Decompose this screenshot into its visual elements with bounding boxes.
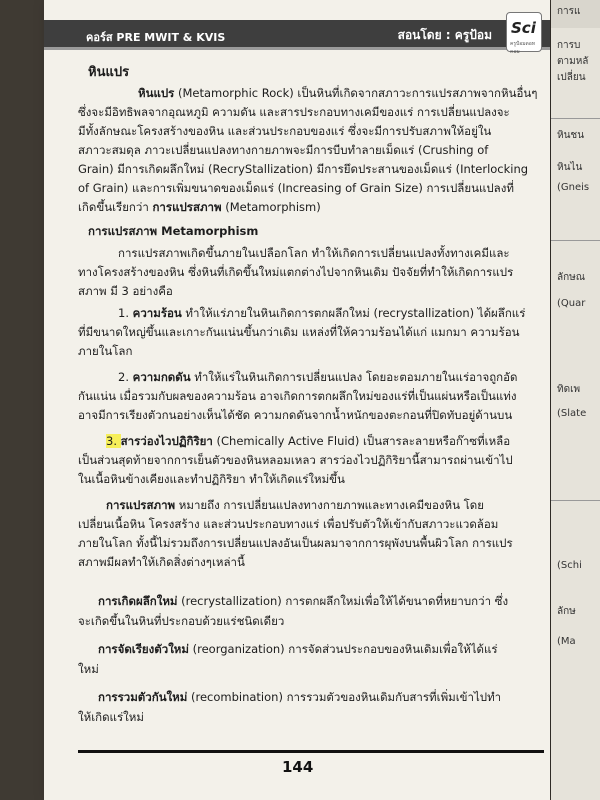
factor-number: 3.	[106, 434, 121, 448]
line-text: (Chemically Active Fluid) เป็นสารละลายหรือก๊าซที่เหลือ	[212, 434, 511, 448]
paragraph-line: ใหม่	[78, 662, 99, 676]
factor-number: 1.	[118, 306, 133, 320]
course-title: คอร์ส PRE MWIT & KVIS	[86, 31, 226, 44]
adjacent-rule	[551, 118, 600, 119]
footer-rule	[78, 750, 544, 753]
factor-term: สารว่องไวปฏิกิริยา	[120, 434, 213, 448]
effect-term: การรวมตัวกันใหม่	[98, 690, 188, 704]
paragraph-line: ที่มีขนาดใหญ่ขึ้นและเกาะกันแน่นขึ้นกว่าเดิม แหล่งที่ให้ความร้อนได้แก่ แมกมา ความร้อน	[78, 325, 520, 339]
page-number: 144	[282, 758, 314, 776]
adjacent-page-edge	[551, 0, 600, 800]
line-text: (recrystallization) การตกผลึกใหม่เพื่อให้ได้ขนาดที่หยาบกว่า ซึ่ง	[177, 594, 509, 608]
adjacent-text: (Slate	[557, 408, 587, 419]
adjacent-rule	[551, 500, 600, 501]
section-heading: การแปรสภาพ Metamorphism	[88, 224, 259, 238]
adjacent-rule	[551, 240, 600, 241]
teacher-name: สอนโดย : ครูป้อม	[397, 28, 492, 42]
paragraph-line: ภายในโลก ทั้งนี้ไม่รวมถึงการเปลี่ยนแปลงอันเป็นผลมาจากการผุพังบนพื้นผิวโลก การแปร	[78, 536, 513, 550]
line-text: (Metamorphic Rock) เป็นหินที่เกิดจากสภาวะการแปรสภาพจากหินอื่นๆ	[174, 86, 538, 100]
factor-chemical-fluid	[106, 432, 510, 450]
factor-pressure	[118, 368, 518, 386]
line-text: เกิดขึ้นเรียกว่า	[78, 200, 153, 214]
paragraph-line: ในเนื้อหินข้างเคียงและทำปฏิกิริยา ทำให้เกิดแร่ใหม่ขึ้น	[78, 472, 345, 486]
paragraph-line: สภาพ มี 3 อย่างคือ	[78, 284, 173, 298]
adjacent-text: หินชน	[557, 130, 585, 141]
adjacent-text: การบ	[557, 40, 581, 51]
term: หินแปร	[138, 86, 175, 100]
paragraph-line: สภาวะสมดุล ภาวะเปลี่ยนแปลงทางกายภาพจะมีการบีบทำลายเม็ดแร่ (Crushing of	[78, 143, 489, 157]
adjacent-text: หินไน	[557, 162, 583, 173]
paragraph-line: ซึ่งจะมีอิทธิพลจากอุณหภูมิ ความดัน และสารประกอบทางเคมีของแร่ การเปลี่ยนแปลงจะ	[78, 105, 510, 119]
logo-subtext: ครูป้อมดอทคอม	[510, 41, 536, 55]
paragraph-line: อาจมีการเรียงตัวกนอย่างเห็นได้ชัด ความกดดันจากน้ำหนักของตะกอนที่ปิดทับอยู่ด้านบน	[78, 408, 513, 422]
paragraph-line: Grain) มีการเกิดผลึกใหม่ (RecryStallization) มีการยึดประสานของเม็ดแร่ (Interlocking	[78, 162, 529, 176]
page-header	[44, 20, 550, 50]
line-text: ทำให้แร่ในหินเกิดการเปลี่ยนแปลง โดยอะตอมภายในแร่อาจถูกอัด	[190, 370, 518, 384]
logo-text: Sci	[511, 19, 536, 37]
adjacent-text: ตามหลั	[557, 56, 589, 67]
paragraph-line	[78, 198, 321, 216]
effect-term: การจัดเรียงตัวใหม่	[98, 642, 189, 656]
effect-reorganization	[98, 640, 498, 658]
factor-term: ความกดดัน	[132, 370, 191, 384]
paragraph-line: of Grain) และการเพิ่มขนาดของเม็ดแร่ (Increasing of Grain Size) การเปลี่ยนแปลงที่	[78, 181, 514, 195]
paragraph-line: ให้เกิดแร่ใหม่	[78, 710, 144, 724]
adjacent-text: ทิดเพ	[557, 384, 581, 395]
page-title: หินแปร	[88, 65, 130, 80]
paragraph-line: เปลี่ยนเนื้อหิน โครงสร้าง และส่วนประกอบทางแร่ เพื่อปรับตัวให้เข้ากับสภาวะแวดล้อม	[78, 517, 499, 531]
adjacent-text: ลักษ	[557, 606, 576, 617]
sci-logo	[506, 12, 542, 55]
line-text: (reorganization) การจัดส่วนประกอบของหินเดิมเพื่อให้ได้แร่	[188, 642, 498, 656]
term: การแปรสภาพ	[152, 200, 222, 214]
paragraph-line: ทางโครงสร้างของหิน ซึ่งหินที่เกิดขึ้นใหม่แตกต่างไปจากหินเดิม ปัจจัยที่ทำให้เกิดการแปร	[78, 265, 514, 279]
paragraph-line: การแปรสภาพเกิดขึ้นภายในเปลือกโลก ทำให้เกิดการเปลี่ยนแปลงทั้งทางเคมีและ	[118, 246, 510, 260]
paragraph-line: สภาพมีผลทำให้เกิดสิ่งต่างๆเหล่านี้	[78, 555, 245, 569]
adjacent-text: (Schi	[557, 560, 582, 571]
paragraph-line: กันแน่น เมื่อรวมกับผลของความร้อน อาจเกิดการตกผลึกใหม่ของแร่ที่เป็นแผ่นหรือเป็นแท่ง	[78, 389, 517, 403]
paragraph-line: เป็นส่วนสุดท้ายจากการเย็นตัวของหินหลอมเหลว สารว่องไวปฏิกิริยานี้สามารถผ่านเข้าไป	[78, 453, 513, 467]
term: การแปรสภาพ	[106, 498, 176, 512]
factor-term: ความร้อน	[132, 306, 182, 320]
adjacent-text: (Gneis	[557, 182, 590, 193]
paragraph-line: จะเกิดขึ้นในหินที่ประกอบด้วยแร่ชนิดเดียว	[78, 614, 285, 628]
effect-recrystallization	[98, 592, 508, 610]
adjacent-text: ลักษณ	[557, 272, 586, 283]
paragraph-line: ภายในโลก	[78, 344, 133, 358]
line-text: (recombination) การรวมตัวของหินเดิมกับสารที่เพิ่มเข้าไปทำ	[187, 690, 502, 704]
factor-number: 2.	[118, 370, 133, 384]
effect-recombination	[98, 688, 501, 706]
line-text: (Metamorphism)	[221, 200, 321, 214]
adjacent-text: เปลี่ยน	[557, 72, 586, 83]
effect-term: การเกิดผลึกใหม่	[98, 594, 178, 608]
paragraph-line	[138, 84, 537, 102]
paragraph-line: มีทั้งลักษณะโครงสร้างของหิน และส่วนประกอบของแร่ ซึ่งจะมีการปรับสภาพให้อยู่ใน	[78, 124, 492, 138]
line-text: หมายถึง การเปลี่ยนแปลงทางกายภาพและทางเคมีของหิน โดย	[175, 498, 485, 512]
adjacent-text: การแ	[557, 6, 581, 17]
adjacent-text: (Quar	[557, 298, 586, 309]
factor-heat	[118, 304, 525, 322]
line-text: ทำให้แร่ภายในหินเกิดการตกผลึกใหม่ (recrystallization) ได้ผลึกแร่	[181, 306, 526, 320]
adjacent-text: (Ma	[557, 636, 576, 647]
paragraph-line	[106, 496, 484, 514]
